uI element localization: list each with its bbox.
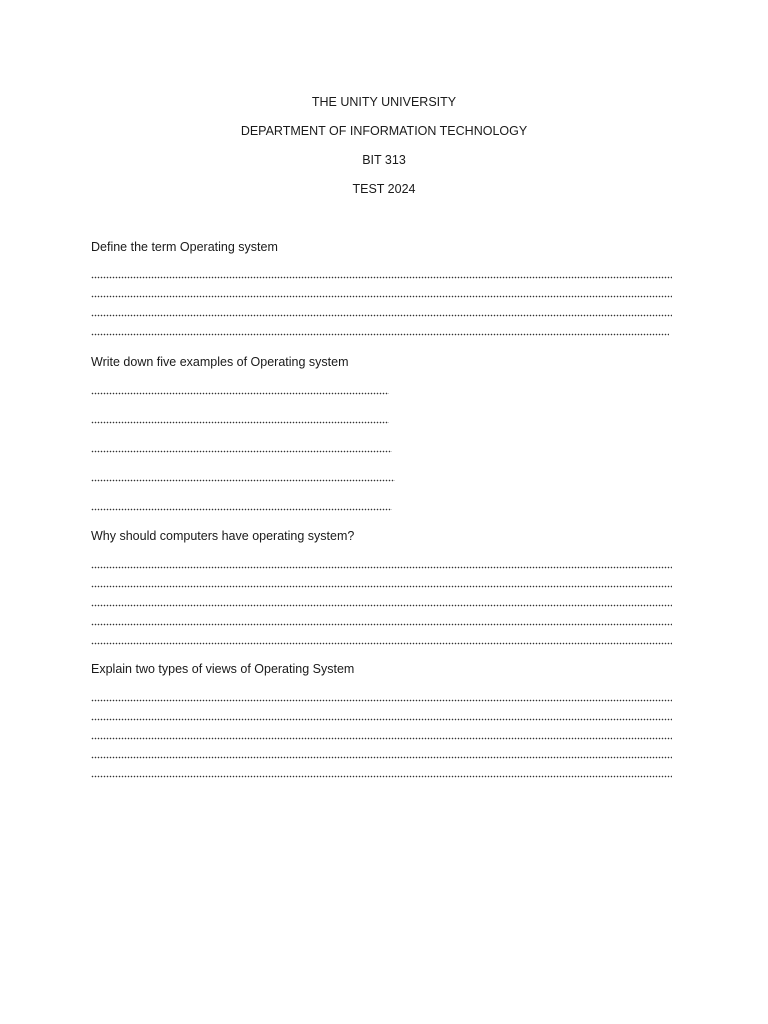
course-code: BIT 313 [362, 153, 406, 167]
answer-line [91, 479, 395, 483]
answer-line [91, 623, 672, 627]
answer-line [91, 566, 672, 570]
answer-line [91, 333, 669, 337]
test-title: TEST 2024 [352, 182, 416, 196]
answer-line [91, 276, 672, 280]
answer-line [91, 756, 672, 760]
answer-line [91, 775, 672, 779]
answer-line [91, 585, 672, 589]
question-4: Explain two types of views of Operating System [91, 662, 355, 676]
answer-line [91, 450, 392, 454]
answer-line [91, 699, 672, 703]
answer-line [91, 718, 672, 722]
answer-line [91, 295, 672, 299]
answer-line [91, 508, 392, 512]
question-1: Define the term Operating system [91, 240, 278, 254]
answer-line [91, 604, 672, 608]
question-2: Write down five examples of Operating system [91, 355, 349, 369]
department-name: DEPARTMENT OF INFORMATION TECHNOLOGY [240, 124, 528, 138]
answer-line [91, 314, 672, 318]
answer-line [91, 421, 389, 425]
answer-line [91, 392, 389, 396]
answer-line [91, 737, 672, 741]
university-name: THE UNITY UNIVERSITY [311, 95, 457, 109]
answer-line [91, 642, 672, 646]
question-3: Why should computers have operating system? [91, 529, 355, 543]
